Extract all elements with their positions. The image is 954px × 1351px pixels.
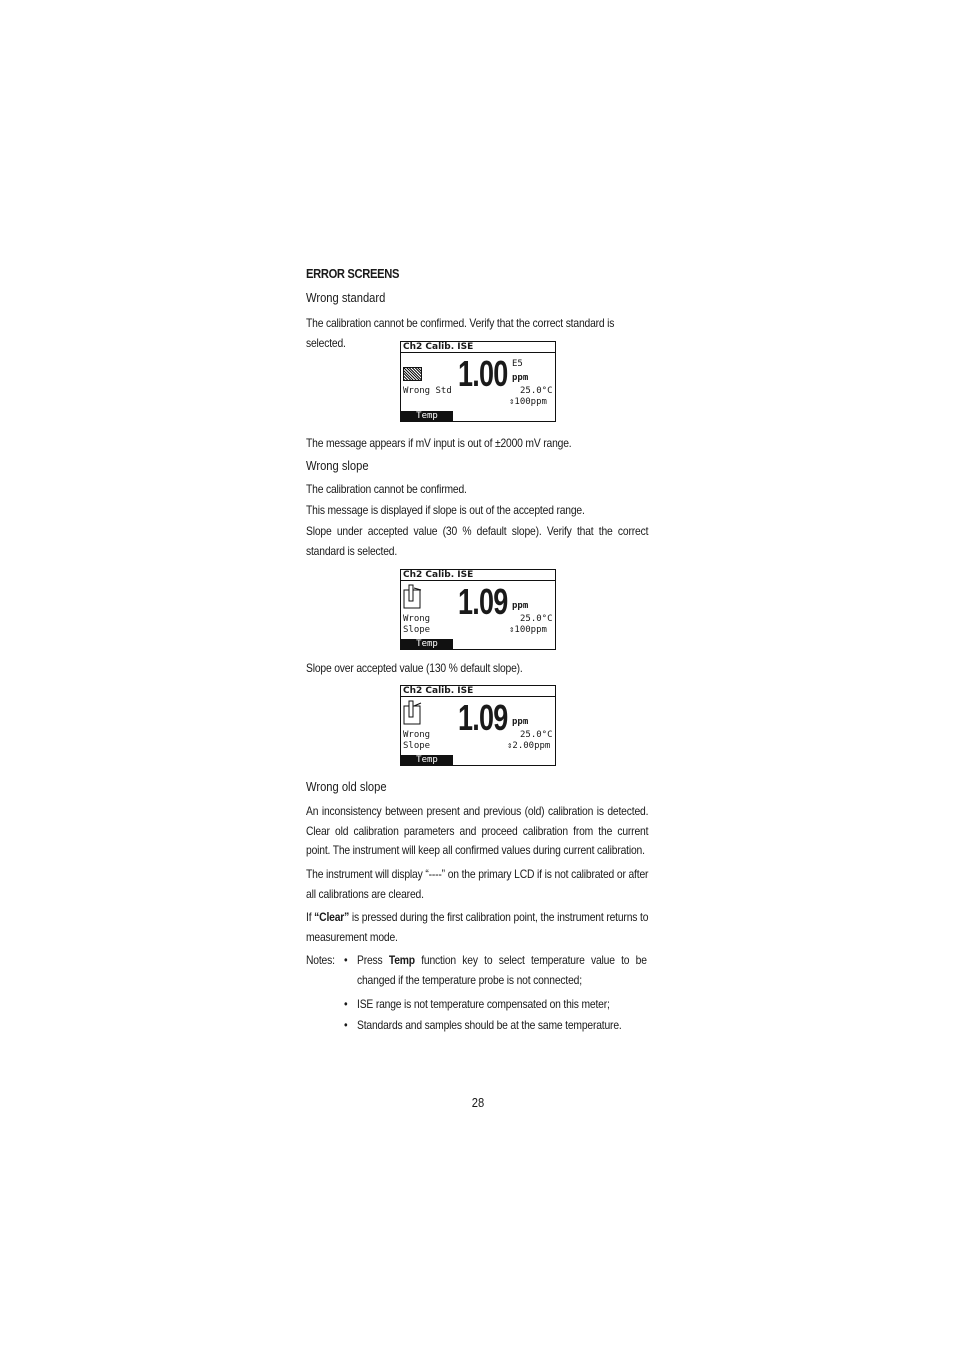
lcd-reading: 1.09 <box>458 697 508 738</box>
beaker-icon <box>403 367 422 381</box>
wrong-slope-p1: The calibration cannot be confirmed. <box>306 482 467 496</box>
lcd-title: Ch2 Calib. ISE <box>401 686 555 697</box>
electrode-icon <box>403 700 423 726</box>
lcd-unit: ppm <box>512 601 529 611</box>
wrong-slope-p4: Slope over accepted value (130 % default slope). <box>306 661 523 675</box>
electrode-icon <box>403 584 423 610</box>
note-3: Standards and samples should be at the same temperature. <box>357 1018 622 1032</box>
wrong-old-slope-p1: An inconsistency between present and previous (old) calibration is detected. Clear old calibration parameters and proceed calibration from the current point. The instrument will keep all confirmed values during current calibration. <box>306 804 649 857</box>
bullet: • <box>344 997 348 1011</box>
note-1-pre: Press <box>357 953 389 967</box>
bullet: • <box>344 953 348 967</box>
lcd-error-code: E5 <box>512 359 523 369</box>
lcd-message-line2: Slope <box>403 625 431 635</box>
wrong-slope-title: Wrong slope <box>306 458 369 473</box>
lcd-temperature: 25.0°C <box>520 386 553 396</box>
temp-key-name: Temp <box>388 953 415 967</box>
lcd-slope-under <box>400 569 556 650</box>
note-1 <box>357 950 647 990</box>
lcd-title: Ch2 Calib. ISE <box>401 342 555 353</box>
lcd-message-line2: Slope <box>403 741 431 751</box>
p3-post: is pressed during the first calibration point, the instrument returns to measurement mode. <box>306 910 649 944</box>
wrong-standard-title: Wrong standard <box>306 290 386 305</box>
temp-function-key[interactable]: Temp <box>401 639 453 649</box>
wrong-old-slope-p2: The instrument will display “----” on the primary LCD if is not calibrated or after all calibrations are cleared. <box>306 867 649 901</box>
p3-pre: If <box>306 910 315 924</box>
lcd-temperature: 25.0°C <box>520 730 553 740</box>
wrong-old-slope-p3 <box>306 908 648 947</box>
lcd-title: Ch2 Calib. ISE <box>401 570 555 581</box>
lcd-unit: ppm <box>512 373 529 383</box>
lcd-message-line1: Wrong <box>403 614 431 624</box>
lcd-reading: 1.00 <box>458 353 508 394</box>
lcd-message-line1: Wrong <box>403 730 431 740</box>
wrong-standard-note: The message appears if mV input is out of ±2000 mV range. <box>306 436 572 450</box>
lcd-message: Wrong Std <box>403 386 452 396</box>
lcd-temperature: 25.0°C <box>520 614 553 624</box>
wrong-slope-p3: Slope under accepted value (30 % default slope). Verify that the correct standard is selected. <box>306 524 649 558</box>
lcd-reading: 1.09 <box>458 581 508 622</box>
wrong-old-slope-title: Wrong old slope <box>306 779 387 794</box>
page-number: 28 <box>471 1095 485 1110</box>
lcd-standard: ⇕100ppm <box>509 625 547 635</box>
temp-function-key[interactable]: Temp <box>401 755 453 765</box>
note-1-post: function key to select temperature value to be changed if the temperature probe is not connected; <box>357 953 647 987</box>
notes-label: Notes: <box>306 953 335 967</box>
lcd-standard: ⇕100ppm <box>509 397 547 407</box>
section-heading: ERROR SCREENS <box>306 266 400 281</box>
temp-function-key[interactable]: Temp <box>401 411 453 421</box>
lcd-unit: ppm <box>512 717 529 727</box>
lcd-wrong-std <box>400 341 556 422</box>
wrong-standard-desc: The calibration cannot be confirmed. Verify that the correct standard is selected. <box>306 316 615 350</box>
wrong-slope-p2: This message is displayed if slope is out of the accepted range. <box>306 503 585 517</box>
lcd-standard: ⇕2.00ppm <box>507 741 551 751</box>
clear-key-name: “Clear” <box>314 910 350 924</box>
note-2: ISE range is not temperature compensated on this meter; <box>357 997 610 1011</box>
bullet: • <box>344 1018 348 1032</box>
lcd-slope-over <box>400 685 556 766</box>
